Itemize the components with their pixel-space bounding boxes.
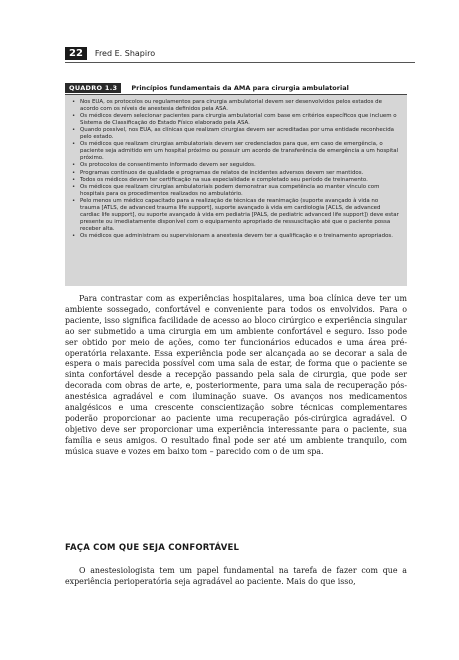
list-item: • Os médicos que realizam cirurgias ambulatoriais devem ser credenciados para que, em caso de emergência, o paciente seja admitido em um hospital próximo ou possuir um acordo de transferência de emergência a um hospital próximo. <box>72 141 399 161</box>
section-heading: FAÇA COM QUE SEJA CONFORTÁVEL <box>65 543 240 553</box>
header-rule <box>65 62 415 63</box>
running-head-author: Fred E. Shapiro <box>94 48 156 58</box>
list-item: • Programas contínuos de qualidade e programas de relatos de incidentes adversos devem ser mantidos. <box>72 170 399 177</box>
list-item: • Os médicos que realizam cirurgias ambulatoriais podem demonstrar sua competência ao manter vínculo com hospitais para os procedimentos realizados no ambulatório. <box>72 184 399 198</box>
list-item: • Os médicos devem selecionar pacientes para cirurgia ambulatorial com base em critérios específicos que incluem o Sistema de Classificação do Estado Físico elaborado pela ASA. <box>72 113 399 127</box>
list-item: • Nos EUA, os protocolos ou regulamentos para cirurgia ambulatorial devem ser desenvolvidos pelos estados de acordo com os níveis de anestesia definidos pela ASA. <box>72 99 399 113</box>
page-number: 22 <box>65 47 87 60</box>
list-item: • Os médicos que administram ou supervisionam a anestesia devem ter a qualificação e o treinamento apropriados. <box>72 233 399 240</box>
list-item: • Os protocolos de consentimento informado devem ser seguidos. <box>72 162 399 169</box>
quadro-body <box>65 95 407 286</box>
quadro-list <box>72 99 399 240</box>
quadro-box <box>65 82 407 286</box>
list-item: • Todos os médicos devem ter certificação na sua especialidade e completado seu período de treinamento. <box>72 177 399 184</box>
quadro-header <box>65 82 407 95</box>
quadro-label: QUADRO 1.3 <box>65 83 121 93</box>
list-item: • Quando possível, nos EUA, as clínicas que realizam cirurgias devem ser acreditadas por uma entidade reconhecida pelo estado. <box>72 127 399 141</box>
list-item: • Pelo menos um médico capacitado para a realização de técnicas de reanimação (suporte avançado à vida no trauma [ATLS, de advanced trauma life support], suporte avançado à vida em cardiologia [ACLS, de advanced cardiac life support], ou suporte avançado à vida em pediatria [PALS, de pediatric advanced life support]) deve estar presente ou imediatamente disponível com o equipamento apropriado de ressuscitação até que o paciente possa receber alta. <box>72 198 399 232</box>
body-paragraph-2: O anestesiologista tem um papel fundamental na tarefa de fazer com que a experiência perioperatória seja agradável ao paciente. Mais do que isso, <box>65 566 407 586</box>
body-paragraph-1: Para contrastar com as experiências hospitalares, uma boa clínica deve ter um ambiente sossegado, confortável e conveniente para todos os envolvidos. Para o paciente, isso significa facilidade de acesso ao bloco cirúrgico e experiência singular ao ser submetido a uma cirurgia em um ambiente confortável e seguro. Isso pode ser obtido por meio de ações, como ter funcionários educados e uma área pré-operatória relaxante. Essa experiência pode ser alcançada ao se decorar a sala de espera o mais parecida possível com uma sala de estar, de forma que o paciente se sinta confortável desde a recepção passando pela sala de cirurgia, que pode ser decorada com obras de arte, e, posteriormente, para uma sala de recuperação pós-anestésica agradável e com iluminação suave. Os avanços nos medicamentos analgésicos e uma crescente conscientização sobre técnicas complementares poderão proporcionar ao paciente uma recuperação pós-cirúrgica agradável. O objetivo deve ser proporcionar uma experiência interessante para o paciente, sua família e seus amigos. O resultado final pode ser até um ambiente tranquilo, com música suave e vozes em baixo tom – parecido com o de um spa. <box>65 294 407 456</box>
running-head <box>65 45 155 61</box>
quadro-title: Princípios fundamentais da AMA para cirurgia ambulatorial <box>131 84 349 92</box>
